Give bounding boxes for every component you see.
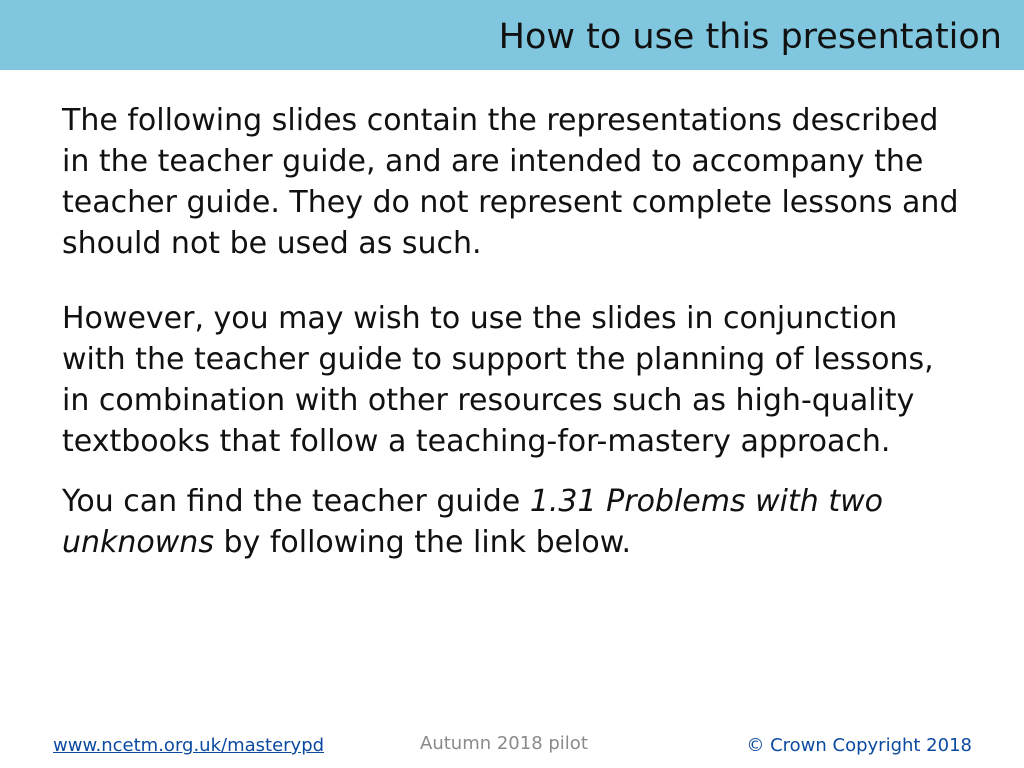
- title-bar: [0, 0, 1024, 70]
- guide-paragraph-suffix: by following the link below.: [213, 525, 632, 560]
- intro-paragraph: The following slides contain the representations described in the teacher guide, and are intended to accompany the teacher guide. They do not represent complete lessons and should not be used as such.: [62, 103, 959, 261]
- guide-link-paragraph: [62, 481, 962, 563]
- slide-body: [62, 100, 962, 563]
- guide-title: 1.31 Problems with two unknowns: [62, 484, 883, 560]
- guide-paragraph-prefix: You can find the teacher guide: [62, 484, 530, 519]
- footer-pilot-label: Autumn 2018 pilot: [420, 733, 588, 754]
- slide-title: How to use this presentation: [498, 17, 1002, 57]
- footer-copyright: © Crown Copyright 2018: [746, 735, 972, 756]
- footer-website-link[interactable]: www.ncetm.org.uk/masterypd: [53, 735, 325, 756]
- usage-paragraph: However, you may wish to use the slides in conjunction with the teacher guide to support the planning of lessons, in combination with other resources such as high-quality textbooks that follow a teaching-for-mastery approach.: [62, 301, 934, 459]
